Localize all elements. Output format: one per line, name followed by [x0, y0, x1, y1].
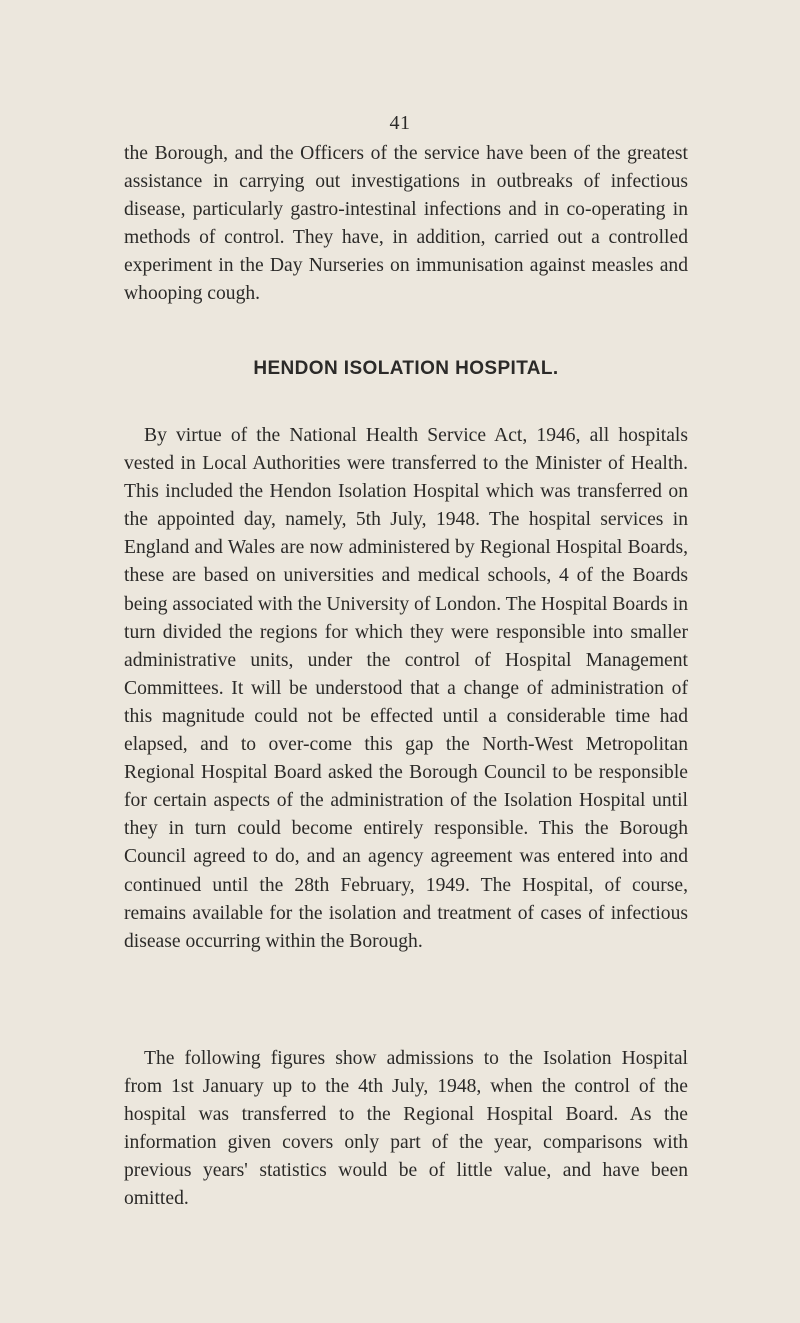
paragraph-admission-figures [124, 1045, 688, 1214]
paragraph-continuation: the Borough, and the Officers of the service have been of the greatest assistance in carrying out investigations in outbreaks of infectious disease, particularly gastro-intestinal infections and in co-operating in methods of control. They have, in addition, carried out a controlled experiment in the Day Nurseries on immunisation against measles and whooping cough. [124, 143, 688, 305]
paragraph-text: By virtue of the National Health Service Act, 1946, all hospitals vested in Local Authorities were transferred to the Minister of Health. This included the Hendon Isolation Hospital which was transferred on the appointed day, namely, 5th July, 1948. The hospital services in England and Wales are now administered by Regional Hospital Boards, these are based on universities and medical schools, 4 of the Boards being associated with the University of London. The Hospital Boards in turn divided the regions for which they were responsible into smaller administrative units, under the control of Hospital Management Committees. It will be understood that a change of administration of this magnitude could not be effected until a considerable time had elapsed, and to over-come this gap the North-West Metropolitan Regional Hospital Board asked the Borough Council to be responsible for certain aspects of the administration of the Isolation Hospital until they in turn could become entirely responsible. This the Borough Council agreed to do, and an agency agreement was entered into and continued until the 28th February, 1949. The Hospital, of course, remains available for the isolation and treatment of cases of infectious disease occurring within the Borough. [124, 425, 688, 952]
section-heading: HENDON ISOLATION HOSPITAL. [253, 358, 559, 379]
paragraph-national-health-service-act [124, 422, 688, 956]
page-number: 41 [389, 112, 411, 134]
paragraph-text: The following figures show admissions to the Isolation Hospital from 1st January up to the 4th July, 1948, when the control of the hospital was transferred to the Regional Hospital Board. As the information given covers only part of the year, comparisons with previous years' statistics would be of little value, and have been omitted. [124, 1048, 688, 1210]
